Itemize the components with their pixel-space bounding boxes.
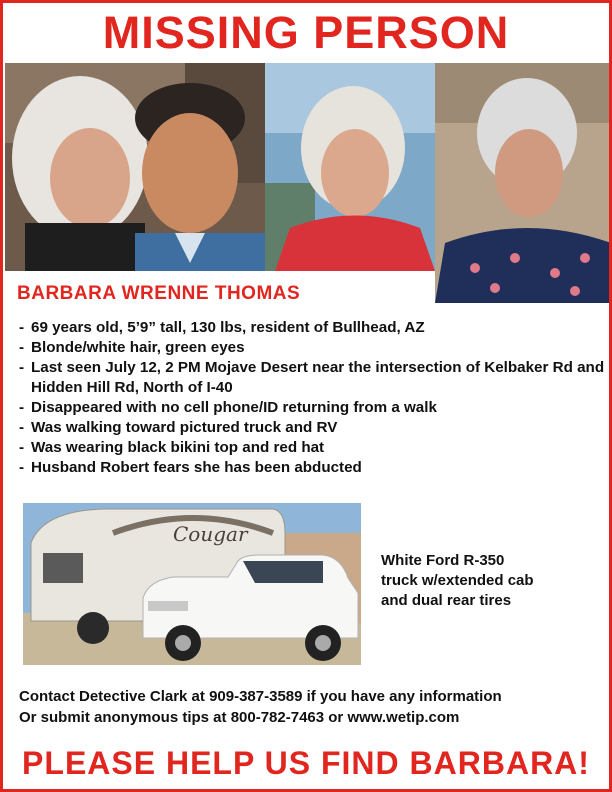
truck-caption-line: White Ford R-350: [381, 552, 505, 569]
person-name: BARBARA WRENNE THOMAS: [17, 283, 301, 304]
fact-item: - Blonde/white hair, green eyes: [19, 338, 605, 358]
fact-item: - Disappeared with no cell phone/ID returning from a walk: [19, 398, 605, 418]
contact-detective-line: Contact Detective Clark at 909-387-3589 if you have any information: [19, 688, 502, 705]
truck-caption-line: truck w/extended cab: [381, 572, 534, 589]
fact-item: - 69 years old, 5’9” tall, 130 lbs, resident of Bullhead, AZ: [19, 318, 605, 338]
contact-info: [19, 686, 605, 728]
fact-item: - Was walking toward pictured truck and RV: [19, 418, 605, 438]
anonymous-tips-line: Or submit anonymous tips at 800-782-7463 or www.wetip.com: [19, 709, 460, 726]
truck-rv-photo: [23, 503, 361, 665]
rv-brand-text: Cougar: [173, 522, 248, 546]
person-facts-list: [19, 318, 605, 478]
fact-item: - Was wearing black bikini top and red hat: [19, 438, 605, 458]
portrait-photo: [265, 63, 435, 271]
headline: MISSING PERSON: [102, 7, 510, 58]
fact-item: - Last seen July 12, 2 PM Mojave Desert near the intersection of Kelbaker Rd and Hidden Hill Rd, North of I-40: [19, 358, 605, 398]
truck-caption: [381, 551, 581, 611]
footer-plea: PLEASE HELP US FIND BARBARA!: [22, 745, 590, 781]
truck-caption-line: and dual rear tires: [381, 592, 512, 609]
outdoor-portrait-photo: [435, 63, 611, 303]
fact-item: - Husband Robert fears she has been abducted: [19, 458, 605, 478]
couple-photo: [5, 63, 265, 271]
